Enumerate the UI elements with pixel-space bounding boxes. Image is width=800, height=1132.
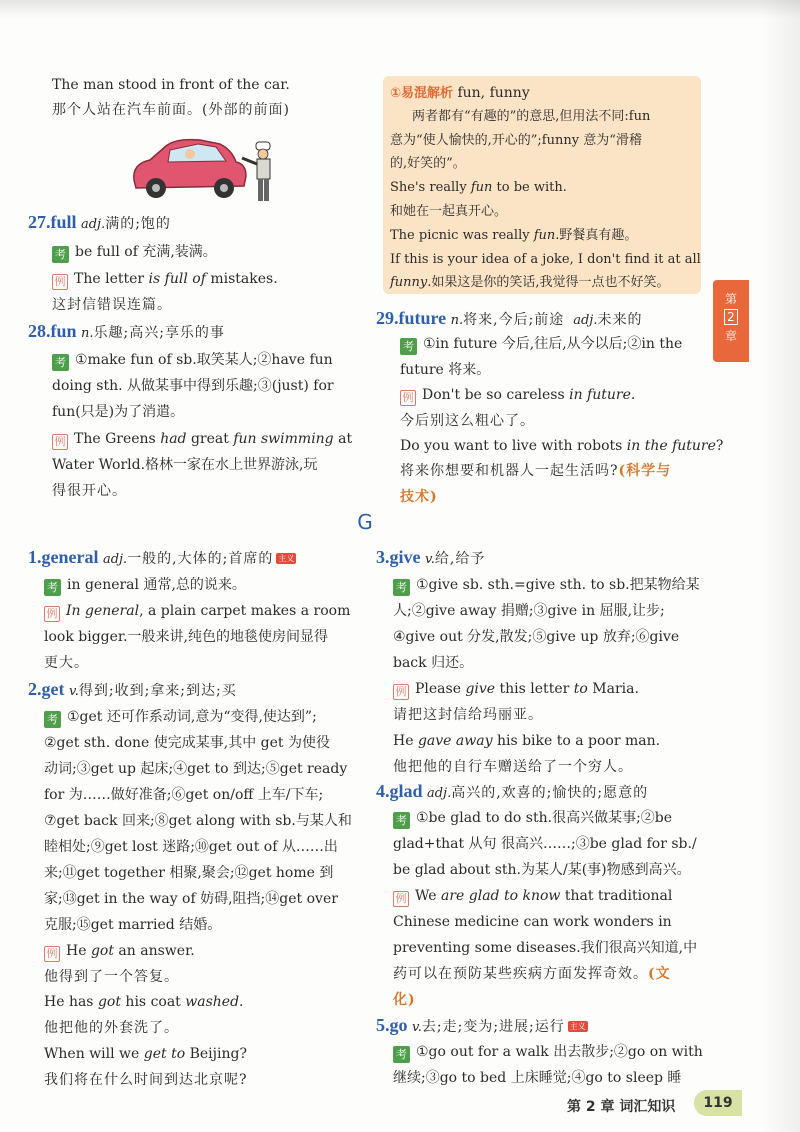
section-letter: G [357, 510, 373, 534]
example-icon: 例 [393, 684, 409, 700]
entry-give-usage-line: back 归还。 [393, 655, 474, 671]
exam-point-icon: 考 [400, 338, 417, 355]
entry-future-example-2-cn: 将来你想要和机器人一起生活吗?(科学与 [400, 463, 672, 479]
confusion-example: funny.如果这是你的笑话,我觉得一点也不好笑。 [390, 275, 670, 290]
entry-get-usage-line: 家;⑬get in the way of 妨碍,阻挡;⑭get over [44, 891, 338, 907]
confusion-line: 意为“使人愉快的,开心的”;funny 意为“滑稽 [390, 133, 642, 148]
entry-future-usage-2: future 将来。 [400, 362, 491, 378]
entry-get-usage: 考 ①get 还可作系动词,意为“变得,使达到”; [44, 708, 317, 728]
entry-get-usage-line: 睦相处;⑨get lost 迷路;⑩get out of 从……出 [44, 839, 338, 855]
entry-get-usage-line: ⑦get back 回来;⑧get along with sb.与某人和 [44, 813, 352, 829]
entry-full-example: 例 The letter is full of mistakes. [52, 270, 278, 290]
entry-get-example: 例 He got an answer. [44, 942, 195, 962]
entry-get-example-cn: 他把他的外套洗了。 [44, 1020, 179, 1036]
example-icon: 例 [44, 606, 60, 622]
entry-general-example-3: 更大。 [44, 655, 89, 671]
confusion-line: 的,好笑的”。 [390, 156, 466, 171]
entry-glad-usage: 考 ①be glad to do sth.很高兴做某事;②be [393, 809, 672, 829]
entry-fun-usage: 考 ①make fun of sb.取笑某人;②have fun [52, 351, 333, 371]
entry-get-usage-line: 动词;③get up 起床;④get to 到达;⑤get ready [44, 761, 348, 777]
entry-get-example-cn: 他得到了一个答复。 [44, 969, 179, 985]
entry-general-heading: 1.general adj.一般的,大体的;首席的 主义 [28, 547, 295, 567]
example-icon: 例 [52, 434, 68, 450]
entry-go-heading: 5.go v.去;走;变为;进展;运行 主义 [376, 1015, 586, 1035]
exam-point-icon: 考 [52, 246, 69, 263]
example-translation: 那个人站在汽车前面。(外部的前面) [52, 102, 290, 118]
page-number: 119 [694, 1090, 742, 1116]
entry-general-example-2: look bigger.一般来讲,纯色的地毯使房间显得 [44, 629, 328, 645]
example-icon: 例 [44, 946, 60, 962]
entry-give-usage-line: ④give out 分发,散发;⑤give up 放弃;⑥give [393, 629, 680, 645]
entry-fun-example-2: Water World.格林一家在水上世界游泳,玩 [52, 457, 318, 473]
entry-get-example: When will we get to Beijing? [44, 1046, 247, 1062]
entry-give-example-cn: 他把他的自行车赠送给了一个穷人。 [393, 759, 633, 775]
confusion-title: ①易混解析 fun, funny [390, 85, 530, 101]
chapter-footer: 第 2 章 词汇知识 [567, 1099, 676, 1115]
entry-glad-usage-line: be glad about sth.为某人/某(事)物感到高兴。 [393, 862, 691, 878]
entry-get-heading: 2.get v.得到;收到;拿来;到达;买 [28, 679, 237, 699]
example-icon: 例 [52, 274, 68, 290]
confusion-example: If this is your idea of a joke, I don't find it at all [390, 252, 701, 267]
entry-full-heading: 27.full adj.满的;饱的 [28, 212, 171, 232]
car-officer-illustration [128, 128, 278, 206]
entry-future-usage: 考 ①in future 今后,往后,从今以后;②in the [400, 335, 682, 355]
entry-glad-example-line: preventing some diseases.我们很高兴知道,中 [393, 940, 698, 956]
page-top-shadow [0, 0, 800, 18]
entry-give-example: He gave away his bike to a poor man. [393, 733, 661, 749]
entry-future-example-cn: 今后别这么粗心了。 [400, 413, 535, 429]
confusion-line: 两者都有“有趣的”的意思,但用法不同:fun [412, 109, 651, 124]
entry-get-usage-line: 来;⑪get together 相聚,聚会;⑫get home 到 [44, 865, 334, 881]
entry-fun-example: 例 The Greens had great fun swimming at [52, 430, 352, 450]
confusion-example-cn: 和她在一起真开心。 [390, 204, 508, 219]
exam-point-icon: 考 [44, 579, 61, 596]
entry-give-example: 例 Please give this letter to Maria. [393, 680, 639, 700]
exam-point-icon: 考 [393, 1046, 410, 1063]
entry-fun-heading: 28.fun n.乐趣;高兴;享乐的事 [28, 321, 225, 341]
topic-tag: 化) [393, 992, 416, 1008]
entry-future-example-2: Do you want to live with robots in the future? [400, 438, 724, 454]
entry-glad-example: 例 We are glad to know that traditional [393, 887, 672, 907]
example-sentence: The man stood in front of the car. [52, 77, 290, 93]
entry-get-example: He has got his coat washed. [44, 994, 244, 1010]
entry-general-usage: 考 in general 通常,总的说来。 [44, 576, 246, 596]
entry-give-usage-line: 人;②give away 捐赠;③give in 屈服,让步; [393, 603, 665, 619]
entry-general-example: 例 In general, a plain carpet makes a room [44, 602, 350, 622]
page-spine-shadow [760, 0, 800, 1132]
entry-future-heading: 29.future n.将来,今后;前途 adj.未来的 [376, 308, 643, 328]
entry-glad-example-line: Chinese medicine can work wonders in [393, 914, 672, 930]
exam-point-icon: 考 [52, 354, 69, 371]
entry-full-example-cn: 这封信错误连篇。 [52, 297, 172, 313]
entry-get-usage-line: 克服;⑮get married 结婚。 [44, 917, 222, 933]
entry-fun-usage-2: doing sth. 从做某事中得到乐趣;③(just) for [52, 378, 334, 394]
key-badge: 主义 [569, 1022, 586, 1031]
entry-give-heading: 3.give v.给,给予 [376, 547, 486, 567]
example-icon: 例 [400, 390, 416, 406]
confusion-example: The picnic was really fun.野餐真有趣。 [390, 228, 638, 243]
entry-glad-example-cn: 药可以在预防某些疾病方面发挥奇效。(文 [393, 966, 671, 982]
entry-get-example-cn: 我们将在什么时间到达北京呢? [44, 1072, 248, 1088]
entry-get-usage-line: ②get sth. done 使完成某事,其中 get 为使役 [44, 735, 330, 751]
exam-point-icon: 考 [393, 579, 410, 596]
entry-glad-heading: 4.glad adj.高兴的,欢喜的;愉快的;愿意的 [376, 781, 649, 801]
entry-fun-usage-3: fun(只是)为了消遣。 [52, 404, 185, 420]
topic-tag: 技术) [400, 489, 438, 505]
entry-future-example: 例 Don't be so careless in future. [400, 386, 635, 406]
confusion-example: She's really fun to be with. [390, 180, 567, 195]
key-badge: 主义 [278, 554, 295, 563]
exam-point-icon: 考 [393, 812, 410, 829]
chapter-side-tab: 第 2 章 [713, 280, 749, 362]
entry-give-example-cn: 请把这封信给玛丽亚。 [393, 707, 543, 723]
entry-go-usage: 考 ①go out for a walk 出去散步;②go on with [393, 1043, 703, 1063]
entry-give-usage: 考 ①give sb. sth.=give sth. to sb.把某物给某 [393, 576, 700, 596]
entry-full-usage: 考 be full of 充满,装满。 [52, 243, 217, 263]
entry-go-usage-line: 继续;③go to bed 上床睡觉;④go to sleep 睡 [393, 1070, 682, 1086]
example-icon: 例 [393, 891, 409, 907]
entry-fun-example-3: 得很开心。 [52, 483, 127, 499]
entry-glad-usage-line: glad+that 从句 很高兴……;③be glad for sb./ [393, 836, 697, 852]
exam-point-icon: 考 [44, 711, 61, 728]
entry-get-usage-line: for 为……做好准备;⑥get on/off 上车/下车; [44, 787, 324, 803]
